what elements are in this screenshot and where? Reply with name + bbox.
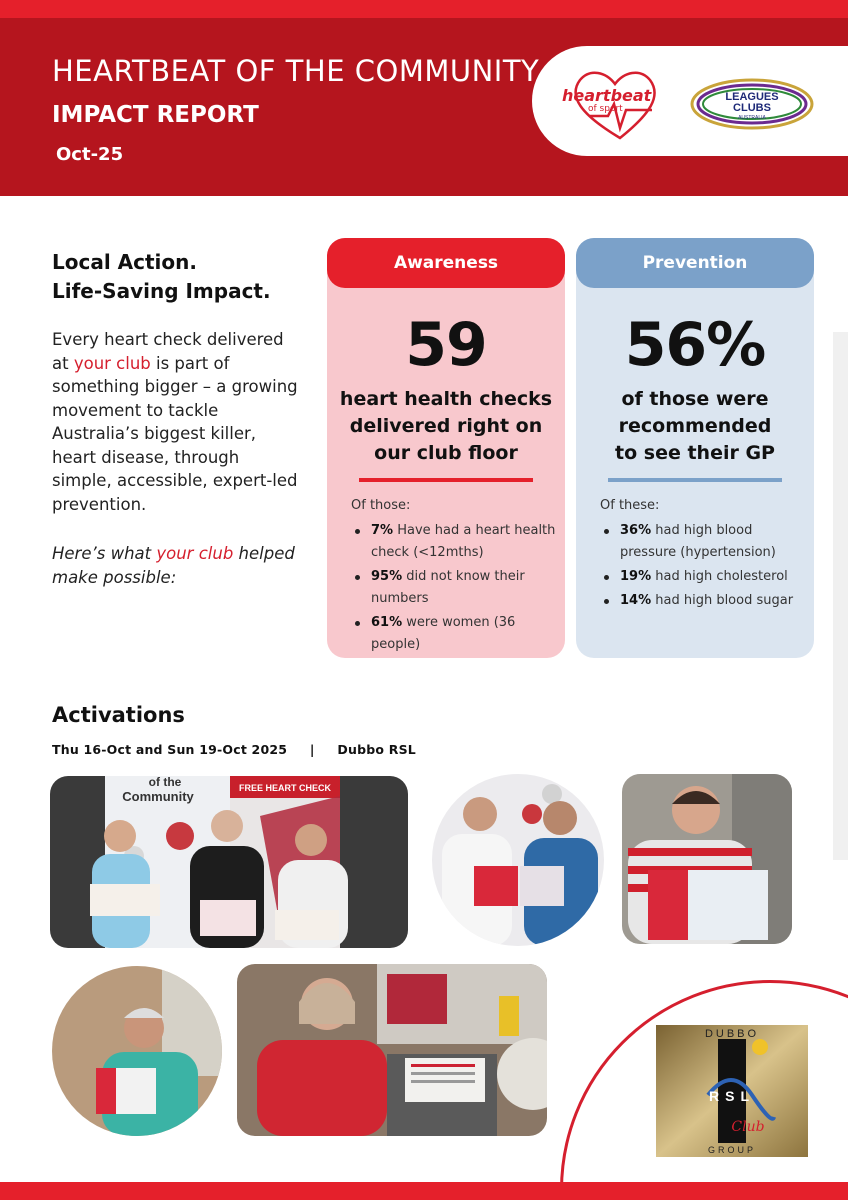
intro-closing bbox=[52, 542, 302, 589]
dubbo-logo-bottom: GROUP bbox=[707, 1145, 757, 1155]
list-item: 36% had high blood pressure (hypertension) bbox=[600, 520, 806, 564]
dubbo-logo-mid: RSL bbox=[709, 1088, 755, 1104]
activation-photo-member bbox=[52, 966, 222, 1136]
list-item: 19% had high cholesterol bbox=[600, 566, 806, 588]
photo-banner-free: FREE HEART CHECK bbox=[238, 783, 332, 793]
closing-highlight: your club bbox=[156, 544, 234, 563]
leagues-line1: LEAGUES bbox=[725, 91, 779, 103]
activation-photo-group bbox=[50, 776, 408, 948]
activation-photo-pair bbox=[432, 774, 604, 946]
report-subtitle: IMPACT REPORT bbox=[52, 102, 259, 128]
top-accent-strip bbox=[0, 0, 848, 18]
leagues-line3: AUSTRALIA bbox=[738, 115, 766, 121]
heartbeat-wordmark: heartbeat bbox=[562, 86, 652, 105]
dubbo-logo-top: DUBBO bbox=[704, 1028, 760, 1040]
heartbeat-submark: of sport bbox=[588, 104, 623, 114]
closing-text-a: Here’s what bbox=[52, 544, 157, 563]
prevention-number: 56% bbox=[624, 310, 766, 380]
intro-heading-line1: Local Action. bbox=[52, 250, 197, 274]
awareness-caption-line1: heart health checks bbox=[339, 388, 553, 410]
prevention-divider bbox=[608, 478, 782, 482]
dubbo-logo-script: Club bbox=[731, 1119, 765, 1135]
list-item: 95% did not know their numbers bbox=[351, 566, 557, 610]
prevention-caption-line3: to see their GP bbox=[615, 442, 775, 464]
leagues-line2: CLUBS bbox=[733, 102, 771, 114]
photo-banner-text2: Community bbox=[122, 789, 194, 804]
prevention-caption-line2: recommended bbox=[618, 415, 772, 437]
activations-title: Activations bbox=[52, 703, 185, 727]
intro-paragraph bbox=[52, 328, 302, 516]
awareness-of-label: Of those: bbox=[351, 498, 411, 513]
awareness-number: 59 bbox=[405, 310, 487, 380]
prevention-caption-line1: of those were bbox=[621, 388, 769, 410]
awareness-card bbox=[327, 238, 565, 658]
list-item: 61% were women (36 people) bbox=[351, 612, 557, 656]
closing-text-b: helped make possible: bbox=[52, 544, 295, 587]
intro-highlight: your club bbox=[73, 353, 151, 373]
photo-banner-text1: of the bbox=[148, 776, 182, 789]
intro-heading-line2: Life-Saving Impact. bbox=[52, 279, 271, 303]
awareness-header: Awareness bbox=[327, 238, 565, 288]
activation-photo-check bbox=[237, 964, 547, 1136]
awareness-divider bbox=[359, 478, 533, 482]
prevention-bullets bbox=[600, 520, 806, 614]
stripes-photo-image bbox=[622, 774, 792, 944]
intro-text-b: is part of something bigger – a growing movement to tackle Australia’s biggest killer, heart disease, through simple, accessible, expert-led prevention. bbox=[52, 353, 298, 514]
report-title: HEARTBEAT OF THE COMMUNITY bbox=[52, 54, 540, 88]
side-scroll-strip bbox=[833, 332, 848, 860]
member-photo-image bbox=[52, 966, 222, 1136]
group-photo-image bbox=[50, 776, 408, 948]
awareness-bullets bbox=[351, 520, 557, 658]
list-item: 14% had high blood sugar bbox=[600, 590, 806, 612]
prevention-card bbox=[576, 238, 814, 658]
activations-meta: Thu 16-Oct and Sun 19-Oct 2025 | Dubbo RSL bbox=[52, 742, 416, 757]
bottom-accent-strip bbox=[0, 1182, 848, 1200]
prevention-of-label: Of these: bbox=[600, 498, 660, 513]
awareness-caption bbox=[327, 386, 565, 467]
pair-photo-image bbox=[432, 774, 604, 946]
report-date: Oct-25 bbox=[56, 144, 124, 165]
prevention-caption bbox=[576, 386, 814, 467]
intro-text-a: Every heart check delivered at bbox=[52, 330, 284, 373]
dubbo-rsl-club-group-logo bbox=[656, 1025, 808, 1157]
leagues-clubs-australia-logo bbox=[690, 78, 814, 130]
activation-photo-stripes bbox=[622, 774, 792, 944]
prevention-header: Prevention bbox=[576, 238, 814, 288]
awareness-caption-line2: delivered right on bbox=[349, 415, 543, 437]
intro-heading bbox=[52, 248, 271, 306]
list-item: 7% Have had a heart health check (<12mths) bbox=[351, 520, 557, 564]
check-photo-image bbox=[237, 964, 547, 1136]
awareness-caption-line3: our club floor bbox=[374, 442, 518, 464]
